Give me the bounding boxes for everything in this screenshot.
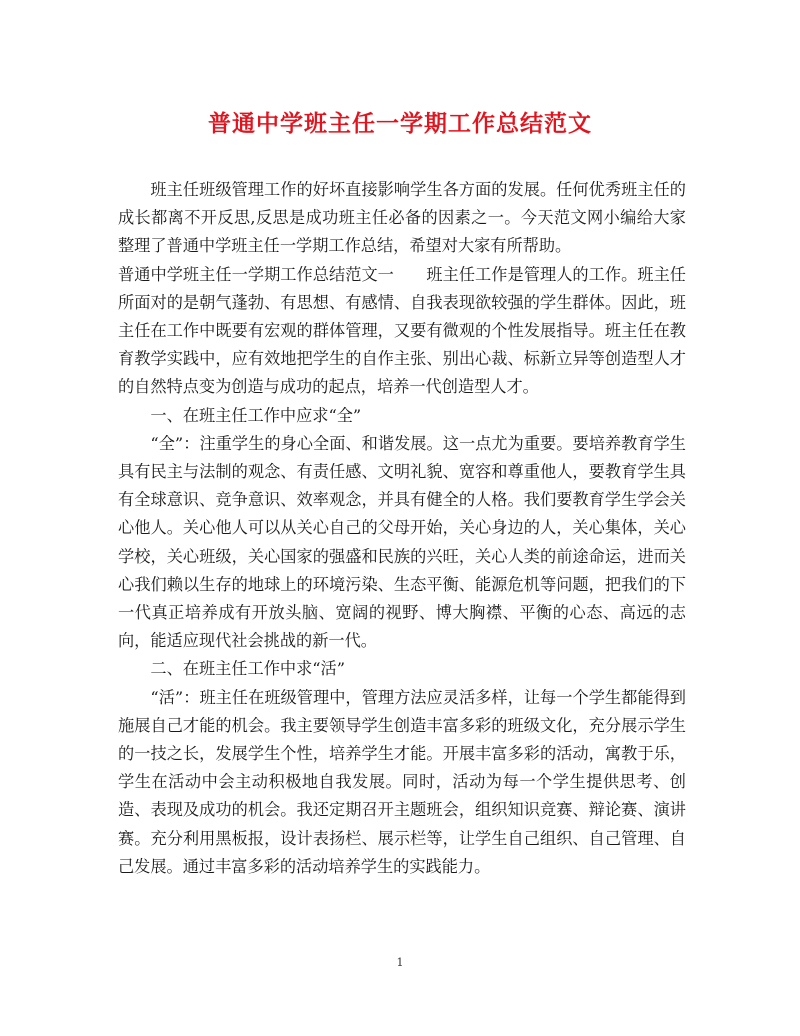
intro-paragraph: 班主任班级管理工作的好坏直接影响学生各方面的发展。任何优秀班主任的成长都离不开反思,反思是成功班主任必备的因素之一。今天范文网小编给大家整理了普通中学班主任一学期工作总结，希望对大家有所帮助。 [118, 180, 686, 256]
section-one-paragraph: “全”：注重学生的身心全面、和谐发展。这一点尤为重要。要培养教育学生具有民主与法制的观念、有责任感、文明礼貌、宽容和尊重他人，要教育学生具有全球意识、竞争意识、效率观念，并具有健全的人格。我们要教育学生学会关心他人。关心他人可以从关心自己的父母开始，关心身边的人，关心集体，关心学校，关心班级，关心国家的强盛和民族的兴旺，关心人类的前途命运，进而关心我们赖以生存的地球上的环境污染、生态平衡、能源危机等问题，把我们的下一代真正培养成有开放头脑、宽阔的视野、博大胸襟、平衡的心态、高远的志向，能适应现代社会挑战的新一代。 [118, 433, 686, 651]
section-heading-one: 一、在班主任工作中应求“全” [150, 405, 362, 425]
page-number: 1 [396, 956, 404, 969]
document-body [118, 176, 686, 881]
document-title: 普通中学班主任一学期工作总结范文 [208, 110, 592, 137]
section-heading-two: 二、在班主任工作中求“活” [150, 659, 346, 679]
section-two-paragraph: “活”：班主任在班级管理中，管理方法应灵活多样，让每一个学生都能得到施展自己才能的机会。我主要领导学生创造丰富多彩的班级文化，充分展示学生的一技之长，发展学生个性，培养学生才能。开展丰富多彩的活动，寓教于乐，学生在活动中会主动积极地自我发展。同时，活动为每一个学生提供思考、创造、表现及成功的机会。我还定期召开主题班会，组织知识竞赛、辩论赛、演讲赛。充分利用黑板报，设计表扬栏、展示栏等，让学生自己组织、自己管理、自己发展。通过丰富多彩的活动培养学生的实践能力。 [118, 687, 686, 876]
sample-one-paragraph: 普通中学班主任一学期工作总结范文一 班主任工作是管理人的工作。班主任所面对的是朝气蓬勃、有思想、有感情、自我表现欲较强的学生群体。因此，班主任在工作中既要有宏观的群体管理，又要有微观的个性发展指导。班主任在教育教学实践中，应有效地把学生的自作主张、别出心裁、标新立异等创造型人才的自然特点变为创造与成功的起点，培养一代创造型人才。 [118, 264, 686, 397]
